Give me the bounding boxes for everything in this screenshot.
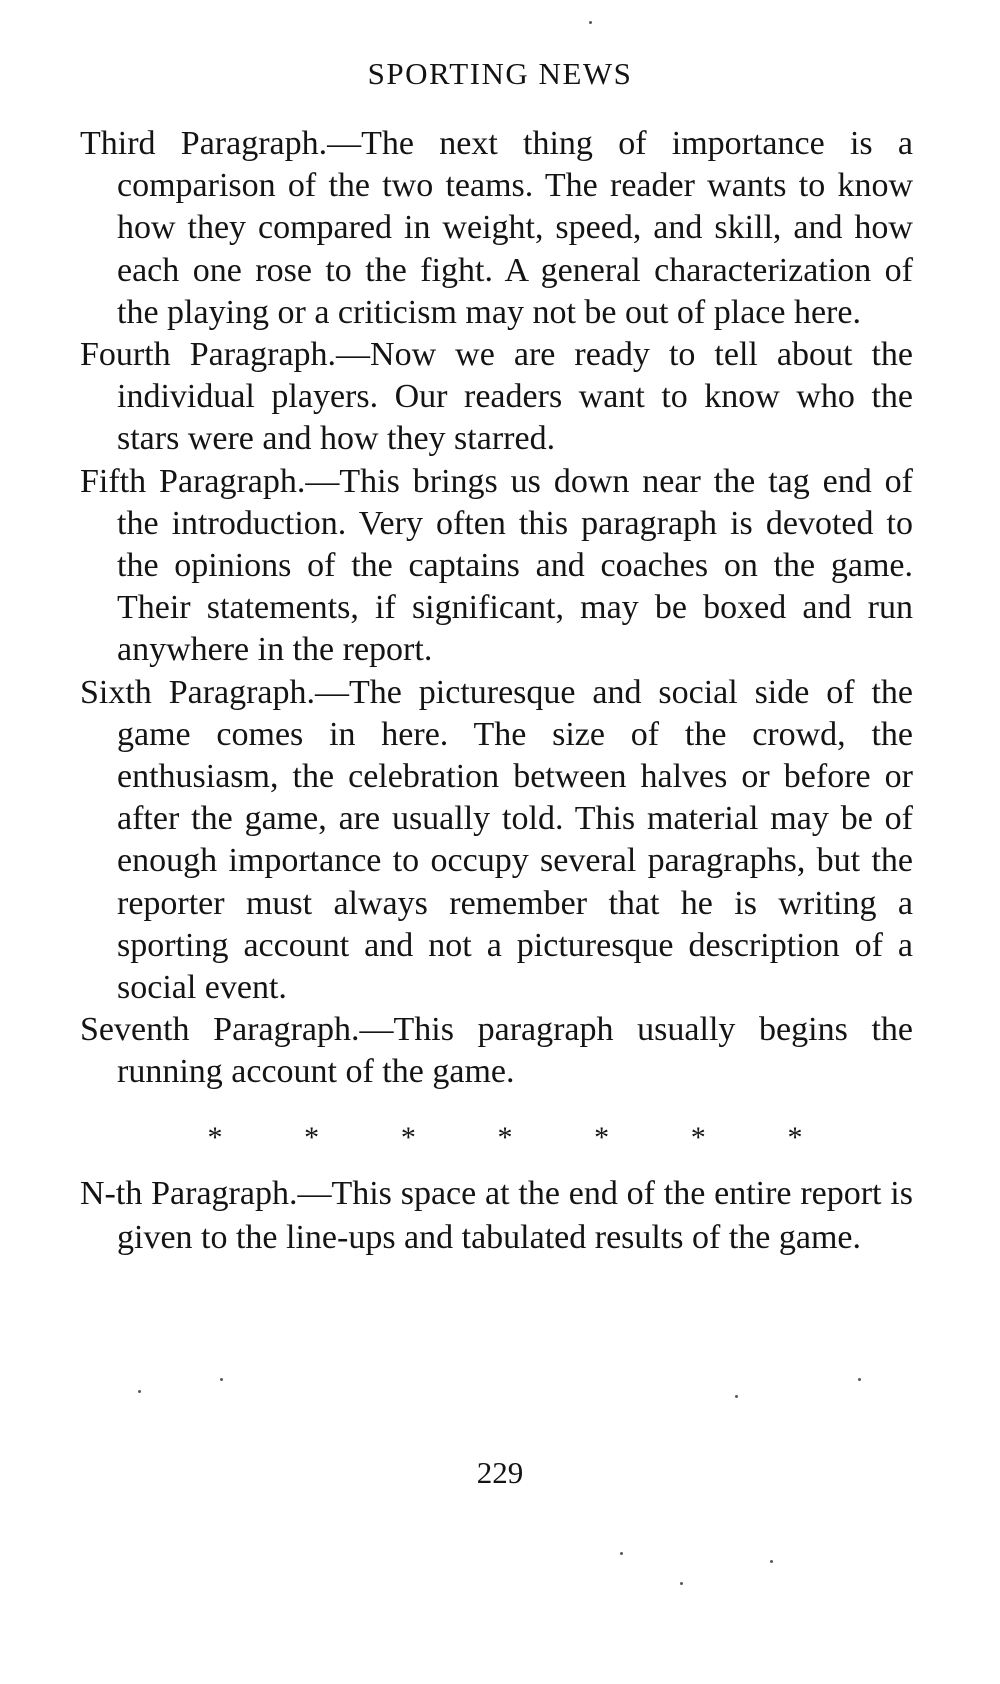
page-number: 229 (476, 1455, 524, 1490)
print-speck (858, 1378, 861, 1381)
print-speck (589, 21, 592, 24)
print-speck (138, 1390, 141, 1393)
paragraph-third: Third Paragraph.—The next thing of importance is a comparison of the two teams. The reader wants to know how they compared in weight, speed, and skill, and how each one rose to the fight. A general characterization of the playing or a criticism may not be out of place here. (80, 125, 913, 331)
separator-asterisk: * (400, 1120, 416, 1154)
separator-asterisk: * (304, 1120, 320, 1154)
print-speck (620, 1552, 623, 1555)
separator-asterisk: * (497, 1120, 513, 1154)
paragraph-seventh: Seventh Paragraph.—This paragraph usually begins the running account of the game. (80, 1011, 913, 1091)
paragraph-fourth: Fourth Paragraph.—Now we are ready to tell about the individual players. Our readers want to know who the stars were and how they starred. (80, 336, 913, 458)
print-speck (735, 1395, 738, 1398)
running-head: SPORTING NEWS (367, 56, 633, 91)
paragraph-fifth: Fifth Paragraph.—This brings us down near the tag end of the introduction. Very often this paragraph is devoted to the opinions of the captains and coaches on the game. Their statements, if significant, may be boxed and run anywhere in the report. (80, 462, 913, 669)
separator-asterisk: * (787, 1120, 803, 1154)
print-speck (680, 1582, 683, 1585)
print-speck (770, 1560, 773, 1563)
asterism-separator (80, 1104, 913, 1172)
separator-asterisk: * (690, 1120, 706, 1154)
separator-asterisk: * (594, 1120, 610, 1154)
print-speck (220, 1378, 223, 1381)
paragraph-nth: N-th Paragraph.—This space at the end of the entire report is given to the line-ups and tabulated results of the game. (80, 1174, 913, 1256)
page-body (80, 123, 913, 1260)
paragraph-sixth: Sixth Paragraph.—The picturesque and social side of the game comes in here. The size of the crowd, the enthusiasm, the celebration between halves or before or after the game, are usually told. This material may be of enough importance to occupy several paragraphs, but the reporter must always remember that he is writing a sporting account and not a picturesque description of a social event. (80, 673, 913, 1007)
separator-asterisk: * (207, 1120, 223, 1154)
